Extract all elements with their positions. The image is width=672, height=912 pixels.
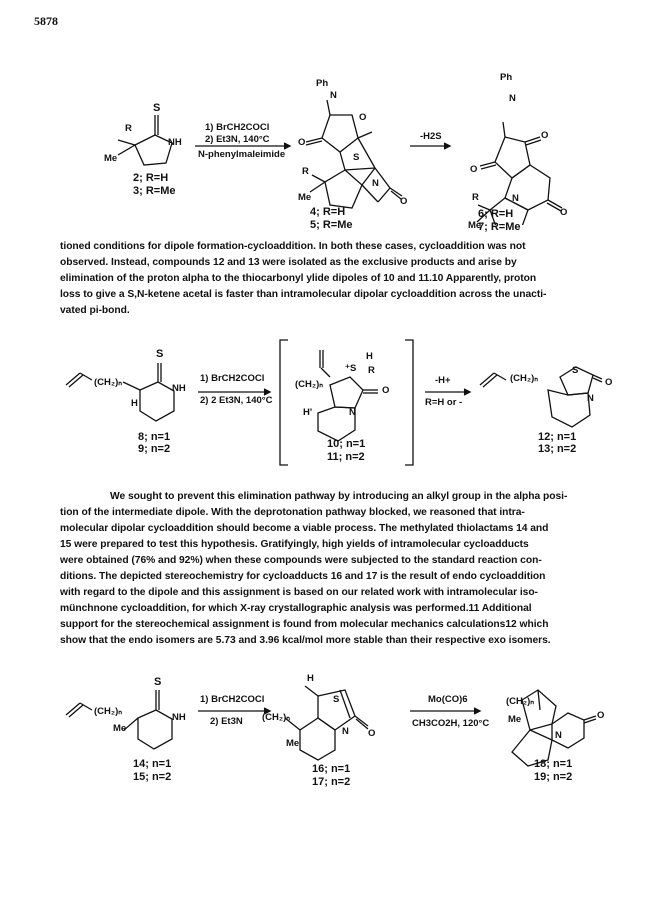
- reagent-text: 1) BrCH2COCl: [205, 122, 270, 133]
- compound-label: 6; R=H: [478, 208, 514, 220]
- compound-label: 18; n=1: [534, 758, 573, 770]
- compound-label: 15; n=2: [133, 771, 172, 783]
- paragraph-1: [60, 239, 546, 319]
- scheme-3: S (CH₂)ₙ Me NH H S (CH₂)ₙ Me N O (CH₂)ₙ Me N O 1) BrCH2COCl 2) Et3N Mo(CO)6 CH3CO2H, 120°C 14; n=1 15; n=2 16; n=1 17; n=2 18; n=1 19; n=2: [0, 668, 672, 798]
- scheme-1: S R Me NH Ph N O O S R Me N O Ph N O O R Me N O 2; R=H 3; R=Me 1) BrCH2COCl 2) Et3N, 140°C N-phenylmaleimide 4; R=H 5; R=Me -H2S 6; R=H 7; R=Me: [0, 60, 672, 225]
- scheme-2: S (CH₂)ₙ H NH (CH₂)ₙ H' ⁺S R H O N S (CH₂)ₙ N O 1) BrCH2COCl 2) 2 Et3N, 140°C 8; n=1 9; n=2 10; n=1 11; n=2 -H+ R=H or - 12; n=1 13; n=2: [0, 335, 672, 475]
- reagent-text: 2) 2 Et3N, 140°C: [200, 395, 273, 406]
- text-line: vated pi-bond.: [60, 305, 130, 316]
- reaction-step: -H2S: [420, 131, 442, 142]
- text-line: tioned conditions for dipole formation-cycloaddition. In both these cases, cycloaddition was not: [60, 241, 526, 252]
- reagent-text: 1) BrCH2COCl: [200, 694, 265, 705]
- reagent-text: 2) Et3N, 140°C: [205, 134, 270, 145]
- ketene-acetal-structure: [480, 367, 602, 427]
- text-line: molecular dipolar cycloaddition should become a viable process. The methylated thiolactams 14 and: [60, 523, 549, 534]
- compound-label: 19; n=2: [534, 771, 573, 783]
- allyl-thiolactam-structure: [66, 363, 174, 421]
- text-line: were obtained (76% and 92%) when these compounds were subjected to the standard reaction con-: [60, 555, 542, 566]
- page-number: 5878: [34, 14, 58, 28]
- compound-label: 7; R=Me: [478, 221, 521, 233]
- text-line: ditions. The depicted stereochemistry for cycloadducts 16 and 17 is the result of endo cycloaddition: [60, 571, 546, 582]
- compound-label: 9; n=2: [138, 443, 171, 455]
- compound-label: 13; n=2: [538, 443, 577, 455]
- compound-label: 10; n=1: [327, 438, 366, 450]
- text-line: 15 were prepared to test this hypothesis. Gratifyingly, high yields of intramolecular cycloadducts: [60, 539, 529, 550]
- text-line: with regard to the dipole and this assignment is based on our related work with intramolecular iso-: [60, 587, 538, 598]
- compound-label: 14; n=1: [133, 758, 172, 770]
- text-line: support for the stereochemical assignment is found from molecular mechanics calculations12 which: [60, 619, 549, 630]
- text-line: elimination of the proton alpha to the thiocarbonyl ylide dipoles of 10 and 11.10 Apparently, proton: [60, 273, 537, 284]
- reaction-step-note: R=H or -: [425, 397, 463, 408]
- reagent-text: 1) BrCH2COCl: [200, 373, 265, 384]
- reagent-text: N-phenylmaleimide: [198, 149, 286, 160]
- reaction-step: -H+: [435, 375, 451, 386]
- compound-label: 3; R=Me: [133, 185, 176, 197]
- compound-label: 8; n=1: [138, 431, 171, 443]
- compound-label: 11; n=2: [327, 451, 365, 463]
- text-line: We sought to prevent this elimination pathway by introducing an alkyl group in the alpha posi-: [110, 491, 568, 502]
- text-line: show that the endo isomers are 5.73 and 3.96 kcal/mol more stable than their respective exo isomers.: [60, 635, 551, 646]
- compound-label: 16; n=1: [312, 763, 351, 775]
- compound-label: 12; n=1: [538, 431, 577, 443]
- compound-label: 4; R=H: [310, 206, 346, 218]
- reagent-text: Mo(CO)6: [428, 694, 468, 705]
- text-line: tion of the intermediate dipole. With the deprotonation pathway blocked, we reasoned that intra-: [60, 507, 525, 518]
- compound-label: 5; R=Me: [310, 219, 353, 231]
- compound-label: 17; n=2: [312, 776, 351, 788]
- text-line: observed. Instead, compounds 12 and 13 were isolated as the exclusive products and arise by: [60, 257, 517, 268]
- scheme-1-structures: [0, 60, 672, 225]
- paragraph-2: [60, 489, 567, 649]
- reagent-text: 2) Et3N: [210, 716, 243, 727]
- text-line: loss to give a S,N-ketene acetal is faster than intramolecular dipolar cycloaddition across the unacti-: [60, 289, 547, 300]
- reagent-text: CH3CO2H, 120°C: [412, 718, 490, 729]
- compound-label: 2; R=H: [133, 172, 169, 184]
- methyl-thiolactam-structure: [66, 690, 172, 749]
- text-line: münchnone cycloaddition, for which X-ray crystallographic analysis was performed.11 Additional: [60, 603, 532, 614]
